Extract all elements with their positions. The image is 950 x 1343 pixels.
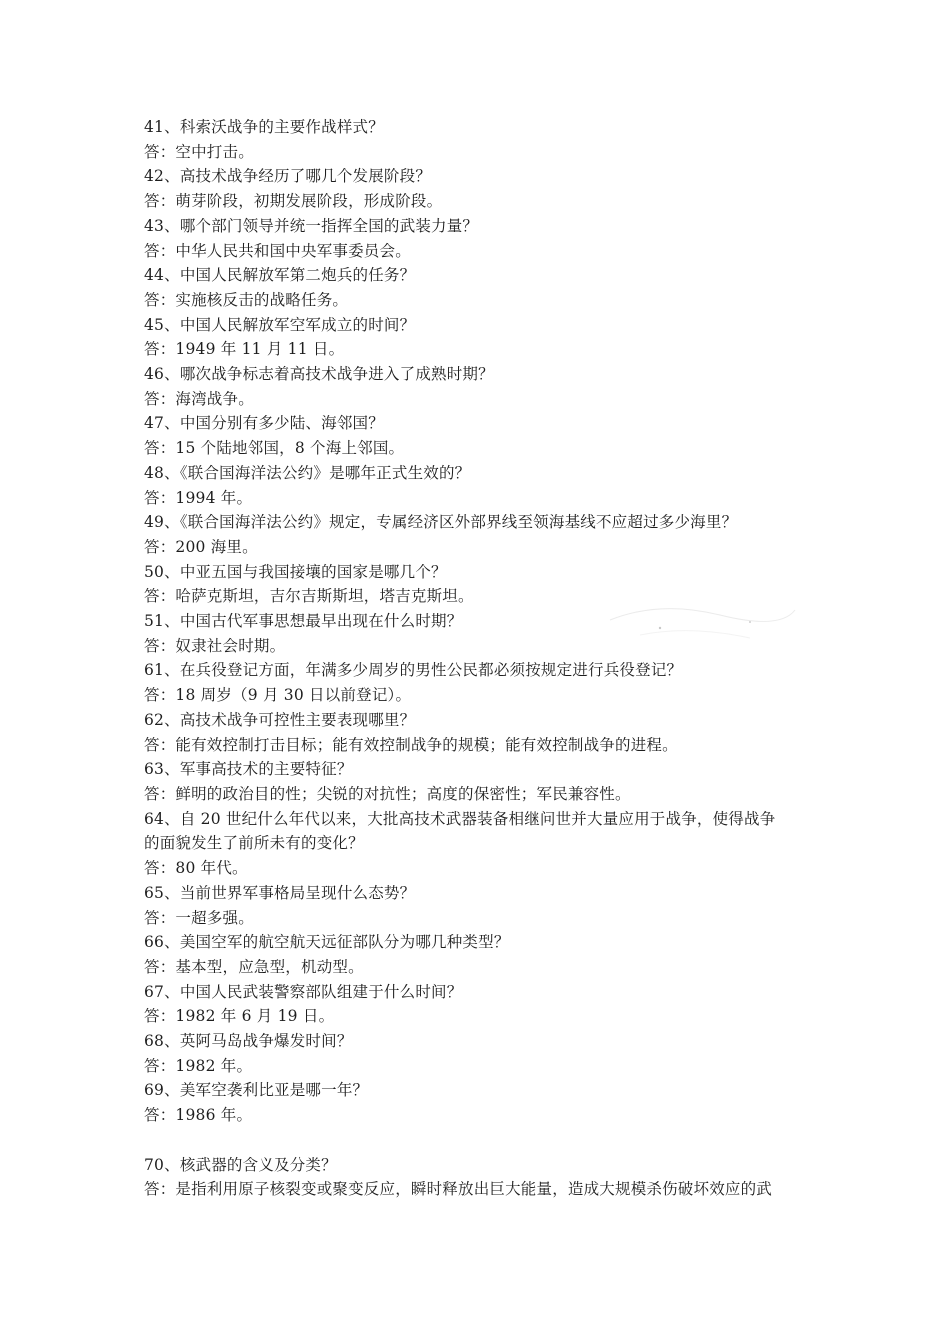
answer-69: 答：1986 年。: [144, 1106, 253, 1125]
question-42: 42、高技术战争经历了哪几个发展阶段？: [144, 167, 432, 186]
question-50: 50、中亚五国与我国接壤的国家是哪几个？: [144, 562, 447, 581]
answer-62: 答：能有效控制打击目标；能有效控制战争的规模；能有效控制战争的进程。: [144, 735, 678, 754]
answer-44: 答：实施核反击的战略任务。: [144, 290, 349, 309]
question-67: 67、中国人民武装警察部队组建于什么时间？: [144, 982, 463, 1001]
answer-48: 答：1994 年。: [144, 488, 253, 507]
question-65: 65、当前世界军事格局呈现什么态势？: [144, 883, 416, 902]
question-66: 66、美国空军的航空航天远征部队分为哪几种类型？: [144, 933, 510, 952]
blank-line: [144, 1128, 812, 1153]
answer-65: 答：一超多强。: [144, 908, 254, 927]
answer-42: 答：萌芽阶段，初期发展阶段，形成阶段。: [144, 192, 443, 211]
answer-45: 答：1949 年 11 月 11 日。: [144, 340, 345, 359]
qa-list: [144, 115, 812, 1202]
question-45: 45、中国人民解放军空军成立的时间？: [144, 315, 416, 334]
answer-51: 答：奴隶社会时期。: [144, 636, 286, 655]
question-49: 49、《联合国海洋法公约》规定，专属经济区外部界线至领海基线不应超过多少海里？: [144, 513, 738, 532]
question-51: 51、中国古代军事思想最早出现在什么时期？: [144, 612, 463, 631]
question-61: 61、在兵役登记方面，年满多少周岁的男性公民都必须按规定进行兵役登记？: [144, 661, 683, 680]
question-43: 43、哪个部门领导并统一指挥全国的武装力量？: [144, 216, 479, 235]
question-47: 47、中国分别有多少陆、海邻国？: [144, 414, 384, 433]
question-48: 48、《联合国海洋法公约》是哪年正式生效的？: [144, 463, 471, 482]
answer-46: 答：海湾战争。: [144, 389, 254, 408]
answer-68: 答：1982 年。: [144, 1056, 253, 1075]
question-64-part-2: 的面貌发生了前所未有的变化？: [144, 834, 364, 853]
answer-66: 答：基本型，应急型，机动型。: [144, 957, 364, 976]
question-68: 68、英阿马岛战争爆发时间？: [144, 1032, 353, 1051]
answer-70: 答：是指利用原子核裂变或聚变反应，瞬时释放出巨大能量，造成大规模杀伤破坏效应的武: [144, 1180, 773, 1199]
answer-41: 答：空中打击。: [144, 142, 254, 161]
question-63: 63、军事高技术的主要特征？: [144, 760, 353, 779]
answer-50: 答：哈萨克斯坦，吉尔吉斯斯坦，塔吉克斯坦。: [144, 587, 474, 606]
question-69: 69、美军空袭利比亚是哪一年？: [144, 1081, 369, 1100]
question-41: 41、科索沃战争的主要作战样式？: [144, 118, 384, 136]
answer-64: 答：80 年代。: [144, 859, 248, 878]
question-62: 62、高技术战争可控性主要表现哪里？: [144, 710, 416, 729]
question-64-part-1: 64、自 20 世纪什么年代以来，大批高技术武器装备相继问世并大量应用于战争，使得战争: [144, 809, 776, 828]
answer-61: 答：18 周岁（9 月 30 日以前登记）。: [144, 686, 412, 705]
answer-43: 答：中华人民共和国中央军事委员会。: [144, 241, 411, 260]
answer-49: 答：200 海里。: [144, 537, 258, 556]
question-46: 46、哪次战争标志着高技术战争进入了成熟时期？: [144, 365, 494, 384]
question-70: 70、核武器的含义及分类？: [144, 1155, 337, 1174]
question-44: 44、中国人民解放军第二炮兵的任务？: [144, 266, 416, 285]
answer-47: 答：15 个陆地邻国，8 个海上邻国。: [144, 439, 405, 458]
answer-67: 答：1982 年 6 月 19 日。: [144, 1007, 335, 1026]
answer-63: 答：鲜明的政治目的性；尖锐的对抗性；高度的保密性；军民兼容性。: [144, 784, 631, 803]
